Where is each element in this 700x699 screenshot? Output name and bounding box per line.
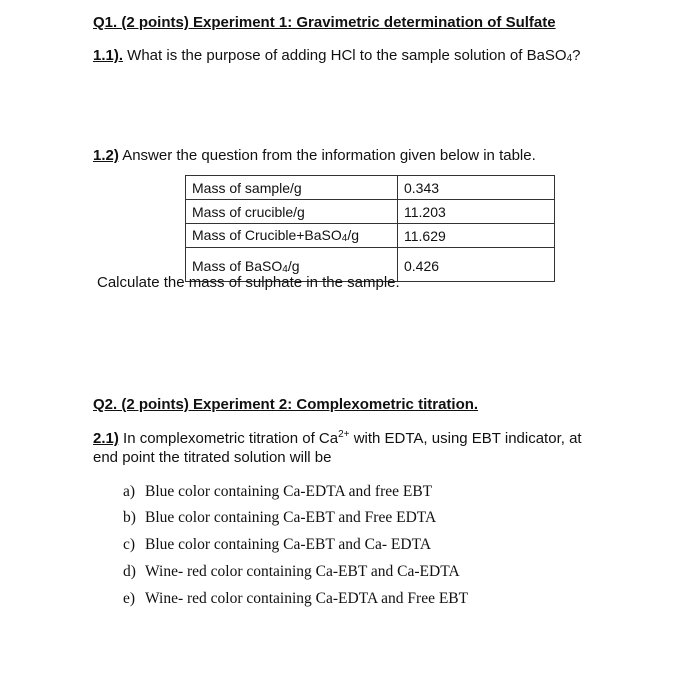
q1-part1-label: 1.1). — [93, 47, 124, 64]
option-a — [123, 483, 432, 501]
table-row — [186, 200, 555, 224]
q1-part1-text: What is the purpose of adding HCl to the sample solution of BaSO — [123, 47, 567, 64]
table-row — [186, 176, 555, 200]
option-letter: e) — [123, 590, 136, 607]
option-d — [123, 563, 460, 581]
option-text: Wine- red color containing Ca-EDTA and Free EBT — [145, 590, 469, 607]
q2-part1-question — [93, 430, 582, 447]
option-b — [123, 509, 436, 527]
q1-part1-subscript: 4 — [566, 53, 573, 64]
table-cell-value: 0.426 — [398, 248, 555, 282]
option-letter: d) — [123, 563, 136, 580]
mass-data-table — [185, 175, 555, 282]
q1-part2-text: Answer the question from the information given below in table. — [118, 147, 536, 164]
q2-title: Q2. (2 points) Experiment 2: Complexometric titration. — [93, 396, 479, 413]
option-letter: a) — [123, 483, 136, 500]
table-cell-label: Mass of Crucible+BaSO4/g — [186, 224, 398, 248]
option-letter: b) — [123, 509, 136, 526]
q1-part1-text-end: ? — [572, 47, 581, 64]
option-c — [123, 536, 431, 554]
q1-part1-question — [93, 47, 581, 64]
option-text: Blue color containing Ca-EBT and Free EDTA — [145, 509, 437, 526]
q1-part2-label: 1.2) — [93, 147, 119, 164]
table-cell-value: 11.629 — [398, 224, 555, 248]
q2-part1-question-line2: end point the titrated solution will be — [93, 449, 332, 466]
table-cell-label: Mass of sample/g — [186, 176, 398, 200]
q1-title: Q1. (2 points) Experiment 1: Gravimetric determination of Sulfate — [93, 14, 556, 31]
table-cell-value: 0.343 — [398, 176, 555, 200]
q2-part1-text-end: with EDTA, using EBT indicator, at — [349, 430, 582, 447]
option-text: Blue color containing Ca-EDTA and free EBT — [145, 483, 433, 500]
option-text: Wine- red color containing Ca-EBT and Ca-EDTA — [145, 563, 460, 580]
q1-part2-followup: Calculate the mass of sulphate in the sample. — [97, 274, 400, 291]
option-text: Blue color containing Ca-EBT and Ca- EDTA — [145, 536, 432, 553]
table-row — [186, 224, 555, 248]
table-cell-value: 11.203 — [398, 200, 555, 224]
q2-part1-label: 2.1) — [93, 430, 119, 447]
table-cell-label: Mass of crucible/g — [186, 200, 398, 224]
q2-part1-superscript: 2+ — [338, 429, 350, 440]
table-cell-label: Mass of BaSO4/g — [186, 248, 398, 282]
q1-part2-question — [93, 147, 536, 164]
option-e — [123, 590, 468, 608]
q2-part1-text: In complexometric titration of Ca — [118, 430, 339, 447]
option-letter: c) — [123, 536, 136, 553]
